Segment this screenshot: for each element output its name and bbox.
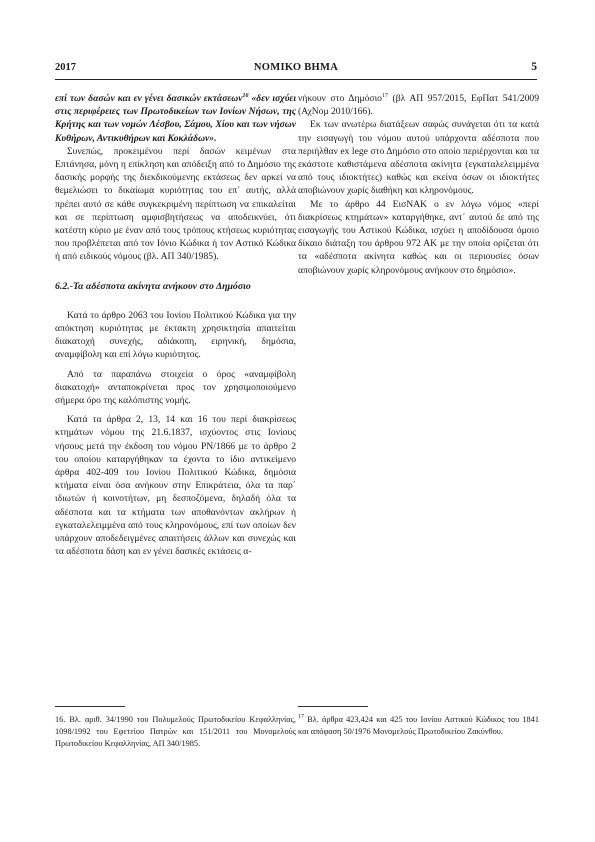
running-header (55, 62, 537, 78)
paragraph: Κατά το άρθρο 2063 του Ιονίου Πολιτικού Κώδικα για την απόκτηση κυριότητας με έκτακτη χρησικτησία απαιτείται διακατοχή συνεχής, αδιάκοπη, ειρηνική, δημόσια, αναμφίβολη και επί λόγω κυριότητος. (55, 309, 296, 361)
header-year: 2017 (55, 62, 76, 73)
footnote-16: 16. Βλ. αριθ. 34/1990 του Πολυμελούς Πρωτοδικείου Κεφαλληνίας, 1098/1992 του Εφετείου Πατρών και 151/2011 του Μονομελούς Πρωτοδικείου Κεφαλληνίας, ΑΠ 340/1985. (55, 715, 296, 748)
footnote-17-text: Βλ. άρθρα 423,424 και 425 του Ιονίου Αστικού Κώδικος του 1841 και απόφαση 50/1976 Μονομελούς Πρωτοδικείου Ζακύνθου. (298, 715, 539, 736)
page-number: 5 (531, 61, 537, 73)
paragraph: Κατά τα άρθρα 2, 13, 14 και 16 του περί διακρίσεως κτημάτων νόμου της 21.6.1837, ισχύοντος στις Ιονίους νήσους μετά την έκδοση του νόμου ΡΝ/1866 με το άρθρο 2 του οποίου καταργήθηκαν τα έχοντα το ίδιο αντικείμενο άρθρα 402-409 του Ιονίου Πολιτικού Κώδικα, δημόσια κτήματα είναι όσα ανήκουν στην Επικράτεια, όλα τα παρ΄ ιδιωτών ή κοινοτήτων, μη δεσποζόμενα, δηλαδή όλα τα αδέσποτα και τα κτήματα των αποθανόντων ακλήρων ή εγκαταλελειμμένα από τους κληρονόμους, επί των οποίων δεν υπάρχουν αποδεδειγμένες απαιτήσεις άλλων και συνεχώς και τα αδέσποτα δάση και εν γένει δασικές εκτάσεις α- (55, 414, 296, 558)
footnote-ref-17[interactable]: 17 (381, 93, 388, 99)
paragraph: Με το άρθρο 44 ΕισΝΑΚ ο εν λόγω νόμος «περί διακρίσεως κτημάτων» καταργήθηκε, αντ΄ αυτού δε από της εισαγωγής του Αστικού Κώδικα, ισχύει η αποδίδουσα όμοιο δίκαιο διάταξη του άρθρου 972 ΑΚ με την οποία ορίζεται ότι τα «αδέσποτα ακίνητα καθώς και οι περιουσίες όσων αποβιώνουν χωρίς κληρονόμους ανήκουν στο δημόσιο». (298, 198, 539, 276)
intro-bold-text: επί των δασών και εν γένει δασικών εκτάσεων (55, 93, 243, 104)
continuation-text: νήκουν στο Δημόσιο (298, 93, 382, 104)
footnote-17 (298, 714, 539, 738)
continuation-rest: (βλ ΑΠ 957/2015, ΕφΠατ 541/2009 (ΑχΝομ 2010/166). (298, 93, 539, 118)
footnote-17-marker: 17 (298, 714, 304, 720)
paragraph: Από τα παραπάνω στοιχεία ο όρος «αναμφίβολη διακατοχή» ανταποκρίνεται προς τον χρησιμοποιούμενο σήμερα όρο της καλόπιστης νομής. (55, 368, 296, 407)
intro-bold-paragraph (55, 92, 296, 145)
continuation-paragraph (298, 92, 539, 118)
paragraph: Εκ των ανωτέρω διατάξεων σαφώς συνάγεται ότι τα κατά την εισαγωγή του νόμου αυτού υπάρχοντα αδέσποτα που περιήλθαν ex lege στο Δημόσιο στο οποίο περιέρχονται και τα εκάστοτε καθιστάμενα αδέσποτα ακίνητα (εγκαταλελειμμένα από τους ιδιοκτήτες) καθώς και εκείνα όσων οι ιδιοκτήτες αποβιώνουν χωρίς διαθήκη και κληρονόμους. (298, 119, 539, 197)
footnote-rule (298, 706, 368, 707)
footnote-rule (55, 706, 125, 707)
section-heading: 6.2.-Τα αδέσποτα ακίνητα ανήκουν στο Δημόσιο (55, 280, 251, 292)
right-column (298, 92, 539, 277)
header-rule (55, 79, 537, 80)
left-column (55, 92, 296, 559)
journal-title: ΝΟΜΙΚΟ ΒΗΜΑ (253, 62, 339, 73)
footnote-ref-16[interactable]: 16 (242, 93, 249, 99)
intro-bold-rest: «δεν ισχύει στις περιφέρειες των Πρωτοδικείων των Ιονίων Νήσων, της Κρήτης και των νομών Λέσβου, Σάμου, Χίου και των νήσων Κυθήρων, Αντικυθήρων και Κοκλάδων». (55, 93, 296, 144)
paragraph: Συνεπώς, προκειμένου περί δασών κειμένων στα Επτάνησα, μόνη η επίκληση και απόδειξη από το Δημόσιο της δασικής μορφής της διεκδικούμενης εκτάσεως δεν αρκεί να θεμελιώσει το δικαίωμα κυριότητας του επ΄ αυτής, αλλά πρέπει αυτό σε κάθε συγκεκριμένη περίπτωση να επικαλείται και σε περίπτωση αμφισβητήσεως να αποδεικνύει, ότι κατέστη κύριο με έναν από τους τρόπους κτήσεως κυριότητας που προβλέπεται από τον Ιόνιο Κώδικα ή τον Αστικό Κώδικα ή από ειδικούς νόμους (βλ. ΑΠ 340/1985). (55, 145, 296, 263)
